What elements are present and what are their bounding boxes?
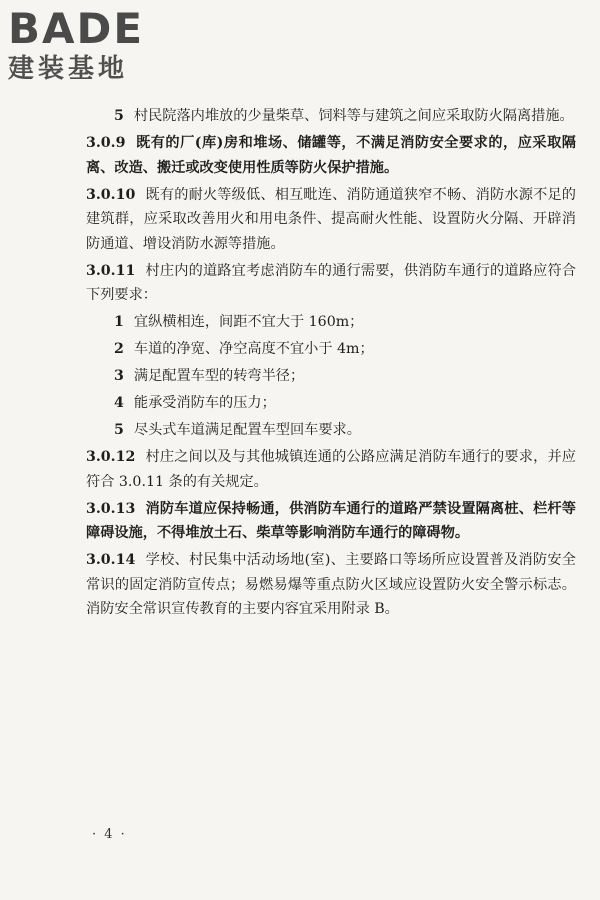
clause-number: 3.0.11 (86, 262, 136, 279)
clause-item-5 (86, 418, 576, 443)
clause-text: 宜纵横相连，间距不宜大于 160m； (133, 314, 364, 330)
clause-number: 1 (114, 314, 124, 330)
clause-number: 3.0.12 (86, 449, 136, 465)
clause-number: 3.0.13 (86, 500, 136, 517)
document-body (86, 104, 576, 624)
clause-item-3 (86, 364, 576, 389)
clause-number: 3 (114, 368, 124, 384)
logo-brand-text: BADE (8, 4, 145, 53)
logo (8, 6, 178, 90)
clause-text: 学校、村民集中活动场地(室)、主要路口等场所应设置普及消防安全常识的固定消防宣传点；易燃易爆等重点防火区域应设置防火安全警示标志。消防安全常识宣传教育的主要内容宜采用附录 B。 (86, 552, 576, 617)
clause-item-1 (86, 310, 576, 335)
clause-text: 车道的净宽、净空高度不宜小于 4m； (133, 341, 374, 357)
clause-text: 既有的耐火等级低、相互毗连、消防通道狭窄不畅、消防水源不足的建筑群，应采取改善用火和用电条件、提高耐火性能、设置防火分隔、开辟消防通道、增设消防水源等措施。 (86, 186, 576, 252)
clause-number: 5 (114, 422, 124, 438)
clause-3-0-10 (86, 183, 576, 257)
clause-text: 村庄内的道路宜考虑消防车的通行需要，供消防车通行的道路应符合下列要求： (86, 262, 576, 303)
clause-number: 5 (114, 108, 124, 124)
clause-number: 4 (114, 395, 124, 411)
clause-text: 满足配置车型的转弯半径； (133, 368, 305, 384)
clause-3-0-14 (86, 548, 576, 622)
clause-3-0-9 (86, 131, 576, 180)
clause-text: 能承受消防车的压力； (133, 395, 276, 411)
page-number: · 4 · (92, 827, 127, 842)
clause-3-0-12 (86, 445, 576, 494)
clause-item-5-top (86, 104, 576, 129)
clause-item-2 (86, 337, 576, 362)
clause-text: 尽头式车道满足配置车型回车要求。 (133, 422, 361, 438)
clause-text: 村庄之间以及与其他城镇连通的公路应满足消防车通行的要求，并应符合 3.0.11 条的有关规定。 (86, 449, 576, 490)
clause-3-0-11 (86, 259, 576, 308)
clause-number: 3.0.9 (86, 135, 126, 151)
clause-number: 3.0.14 (86, 552, 136, 568)
logo-subtitle: 建装基地 (8, 54, 129, 84)
clause-text: 既有的厂(库)房和堆场、储罐等，不满足消防安全要求的，应采取隔离、改造、搬迁或改变使用性质等防火保护措施。 (86, 135, 576, 176)
clause-number: 3.0.10 (86, 186, 136, 203)
clause-number: 2 (114, 341, 124, 357)
clause-item-4 (86, 391, 576, 416)
clause-text: 村民院落内堆放的少量柴草、饲料等与建筑之间应采取防火隔离措施。 (133, 108, 574, 124)
clause-text: 消防车道应保持畅通，供消防车通行的道路严禁设置隔离桩、栏杆等障碍设施，不得堆放土石、柴草等影响消防车通行的障碍物。 (86, 500, 576, 541)
clause-3-0-13 (86, 497, 576, 546)
